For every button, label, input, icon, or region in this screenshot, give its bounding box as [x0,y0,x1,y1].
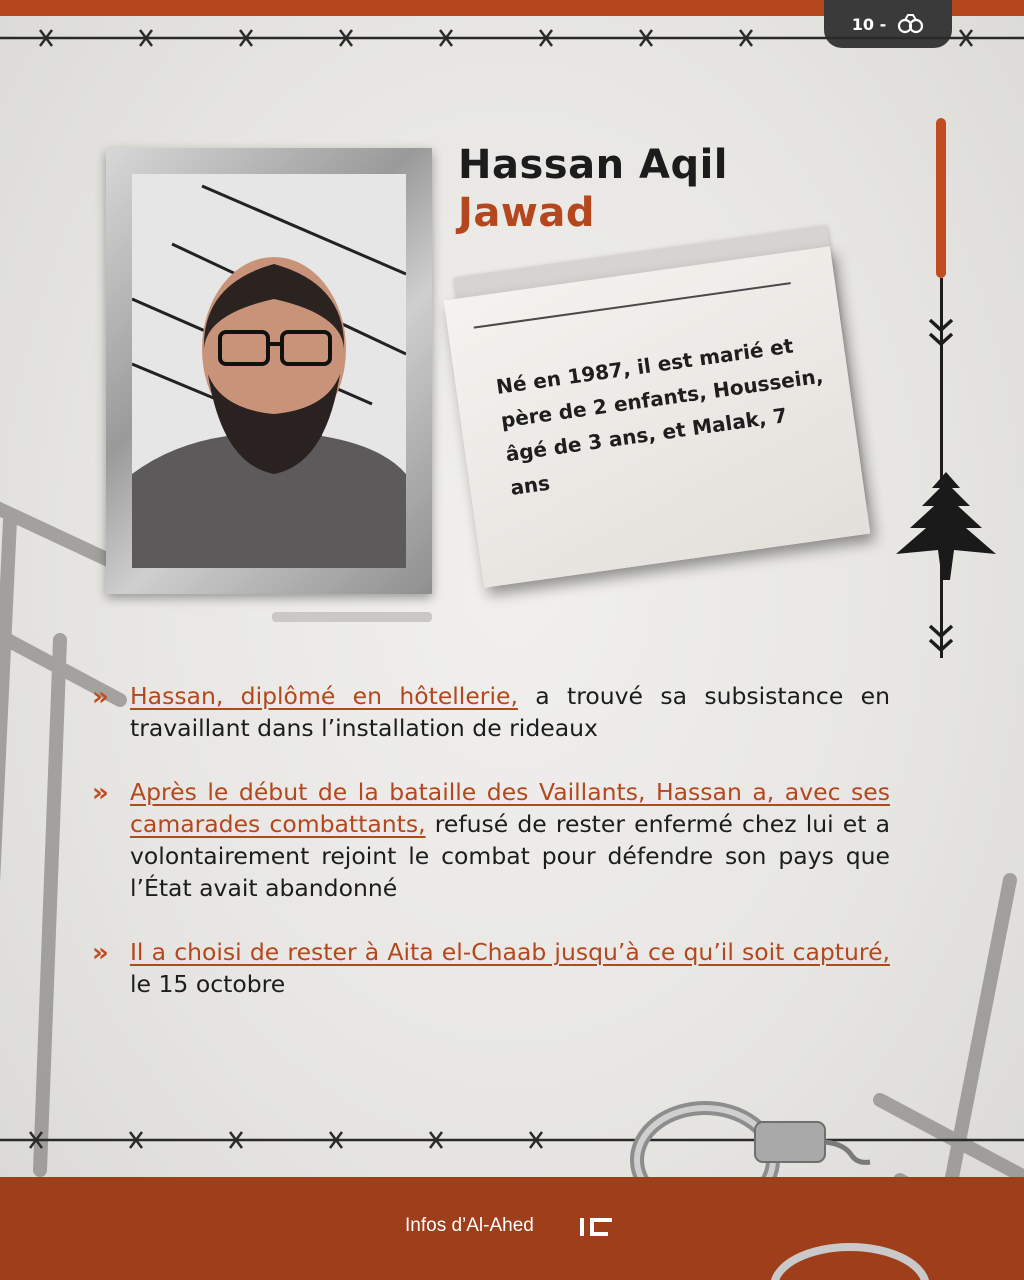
bio-card [444,246,871,587]
bullet-highlight: Après le début de la bataille des Vaillants, Hassan a, avec ses camarades combattants, [130,778,890,838]
timeline-accent-bar [936,118,946,278]
portrait-illustration [132,174,406,568]
double-chevron-right-icon: » [92,682,109,712]
double-chevron-right-icon: » [92,938,109,968]
person-first-name: Hassan Aqil [458,142,728,188]
bullet-highlight: Hassan, diplômé en hôtellerie, [130,682,518,710]
footer-bar [0,1177,1024,1280]
cedar-tree-icon [890,470,1002,582]
person-last-name: Jawad [458,190,595,236]
timeline-chevron-icon [926,316,956,352]
bio-card-rule [474,282,791,329]
portrait-frame [106,148,432,594]
bullet-text: refusé de rester enfermé chez lui et a volontairement rejoint le combat pour défendre son pays que l’État avait abandonné [130,810,890,902]
page-number: 10 - [851,14,887,34]
double-chevron-right-icon: » [92,778,109,808]
bullet-list [92,680,890,1032]
bullet-item [92,936,890,1000]
background-bar [0,520,10,1160]
footer-brand: Infos d’Al-Ahed [405,1215,534,1236]
brand-logo-icon [578,1215,616,1239]
background-bar [40,640,60,1170]
bullet-text: a trouvé sa subsistance en travaillant dans l’installation de rideaux [130,682,890,742]
barbed-wire-top [0,26,1024,50]
portrait-photo [132,174,406,568]
frame-caption-bar [272,612,432,622]
bullet-text: le 15 octobre [130,970,286,998]
timeline-chevron-icon [926,622,956,658]
bullet-item [92,776,890,904]
bio-text: Né en 1987, il est marié et père de 2 enfants, Houssein, âgé de 3 ans, et Malak, 7 ans [494,333,825,500]
bullet-item [92,680,890,744]
bullet-highlight: Il a choisi de rester à Aita el-Chaab jusqu’à ce qu’il soit capturé, [130,938,890,966]
handcuff-chain-icon [760,1225,940,1280]
